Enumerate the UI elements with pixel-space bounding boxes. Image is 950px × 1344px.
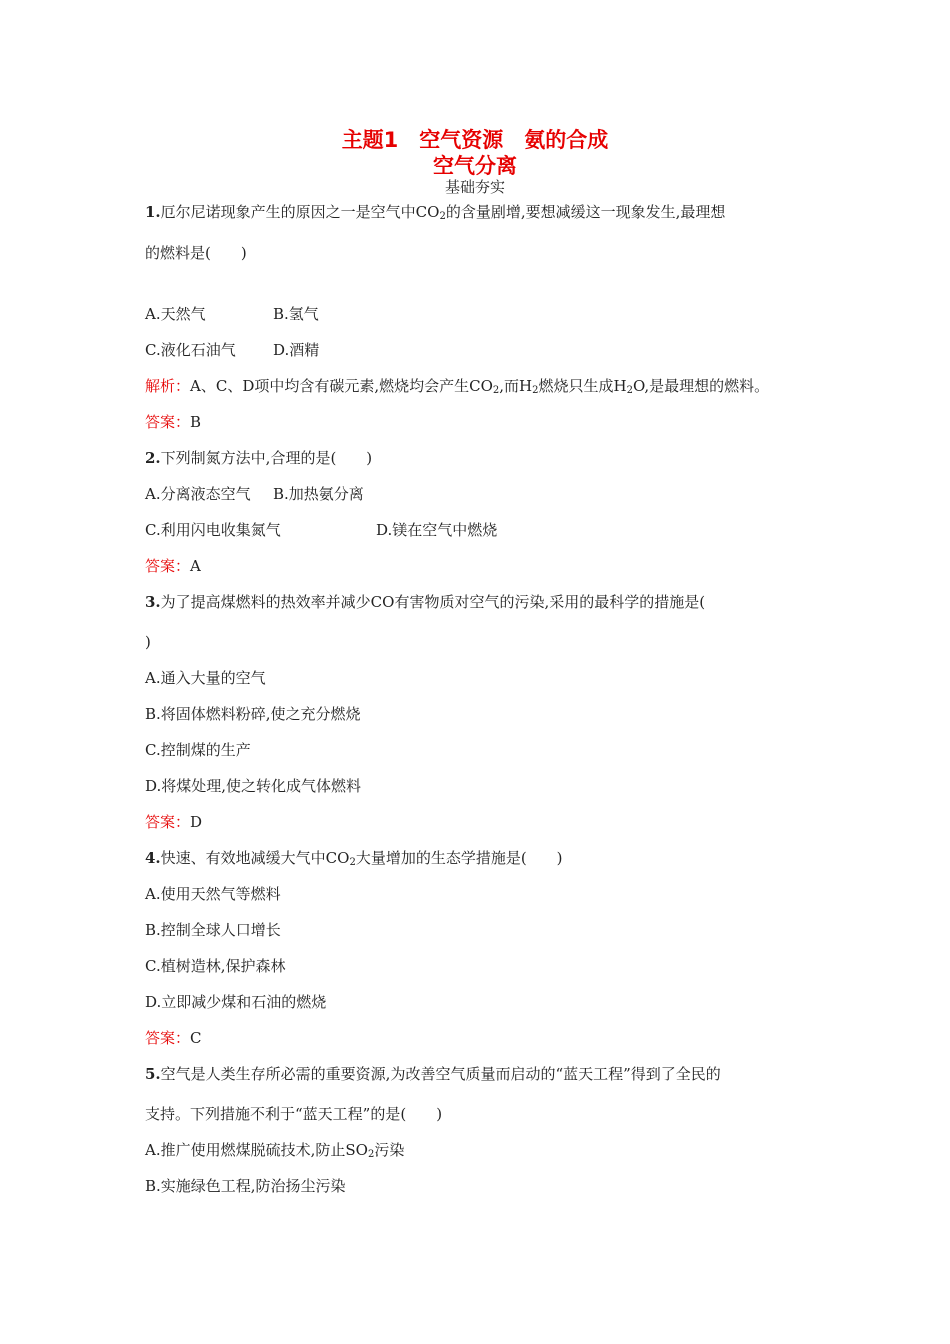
- question-number: 4.: [145, 849, 161, 867]
- answer-label: 答案：: [145, 557, 191, 575]
- question-5-stem: 5.空气是人类生存所必需的重要资源,为改善空气质量而启动的“蓝天工程”得到了全民的: [145, 1065, 721, 1083]
- section-heading: 基础夯实: [444, 178, 505, 196]
- question-4-option-a: A.使用天然气等燃料: [145, 885, 281, 903]
- question-3-option-b: B.将固体燃料粉碎,使之充分燃烧: [145, 705, 361, 723]
- question-3-stem: 3.为了提高煤燃料的热效率并减少CO有害物质对空气的污染,采用的最科学的措施是(: [145, 593, 706, 611]
- question-4-answer: 答案：C: [145, 1029, 202, 1047]
- question-2-option-a: A.分离液态空气: [145, 485, 251, 503]
- question-2-option-c: C.利用闪电收集氮气: [145, 521, 281, 539]
- question-1-option-b: B.氢气: [273, 305, 319, 323]
- question-number: 1.: [145, 203, 161, 221]
- question-3-stem-cont: ): [145, 633, 151, 651]
- question-2-option-b: B.加热氨分离: [273, 485, 364, 503]
- question-4-option-b: B.控制全球人口增长: [145, 921, 281, 939]
- answer-label: 答案：: [145, 1029, 191, 1047]
- question-1-stem-cont: 的燃料是( ): [145, 244, 247, 262]
- question-1-option-a: A.天然气: [145, 305, 206, 323]
- question-3-option-d: D.将煤处理,使之转化成气体燃料: [145, 777, 362, 795]
- document-title: 主题1 空气资源 氨的合成: [341, 128, 609, 152]
- question-2-option-d: D.镁在空气中燃烧: [376, 521, 498, 539]
- question-1-option-c: C.液化石油气: [145, 341, 236, 359]
- question-number: 2.: [145, 449, 161, 467]
- question-4-option-d: D.立即减少煤和石油的燃烧: [145, 993, 327, 1011]
- question-2-answer: 答案：A: [145, 557, 201, 575]
- answer-label: 答案：: [145, 413, 191, 431]
- answer-label: 答案：: [145, 813, 191, 831]
- question-1-stem: 1.厄尔尼诺现象产生的原因之一是空气中$CO_2$的含量剧增,要想减缓这一现象发生,最理想: [145, 203, 726, 222]
- analysis-label: 解析：: [145, 377, 191, 395]
- question-5-option-b: B.实施绿色工程,防治扬尘污染: [145, 1177, 346, 1195]
- question-1-analysis: 解析：A、C、D项中均含有碳元素,燃烧均会产生$CO_2$,而$H_2$燃烧只生成$H_2O$,是最理想的燃料。: [145, 377, 770, 396]
- question-3-option-a: A.通入大量的空气: [145, 669, 266, 687]
- question-3-answer: 答案：D: [145, 813, 203, 831]
- question-5-option-a: A.推广使用燃煤脱硫技术,防止$SO_2$污染: [145, 1141, 405, 1160]
- question-3-option-c: C.控制煤的生产: [145, 741, 251, 759]
- question-4-option-c: C.植树造林,保护森林: [145, 957, 286, 975]
- question-1-option-d: D.酒精: [273, 341, 320, 359]
- question-number: 5.: [145, 1065, 161, 1083]
- document-subtitle: 空气分离: [433, 154, 517, 178]
- question-4-stem: 4.快速、有效地减缓大气中$CO_2$大量增加的生态学措施是( ): [145, 849, 563, 868]
- question-1-answer: 答案：B: [145, 413, 202, 431]
- question-5-stem-cont: 支持。下列措施不利于“蓝天工程”的是( ): [145, 1105, 443, 1123]
- question-number: 3.: [145, 593, 161, 611]
- question-2-stem: 2.下列制氮方法中,合理的是( ): [145, 449, 373, 467]
